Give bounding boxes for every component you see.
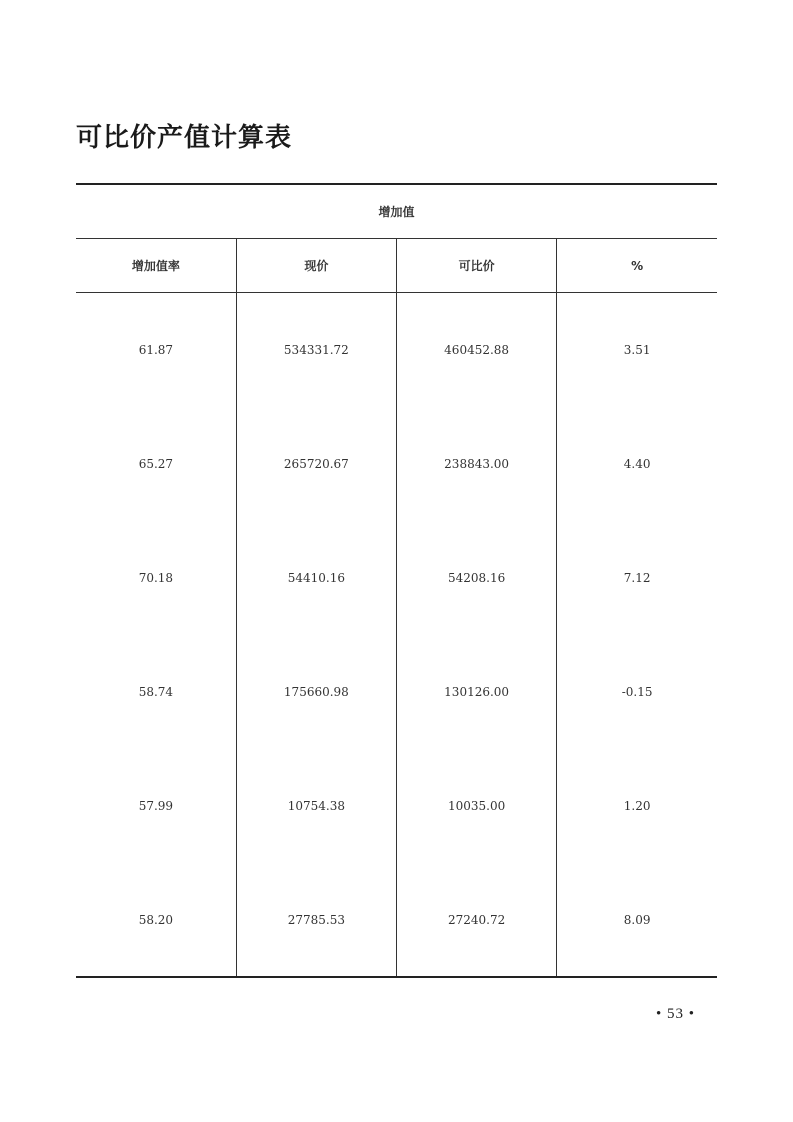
table-cell: 58.20 <box>138 912 174 927</box>
table-cell: 27785.53 <box>236 863 396 977</box>
table-cell: 4.40 <box>557 407 717 521</box>
table-container <box>76 183 717 978</box>
page-title: 可比价产值计算表 <box>76 123 293 153</box>
table-cell: 65.27 <box>138 457 174 471</box>
table-cell: 238843.00 <box>397 407 557 521</box>
table-cell: -0.15 <box>557 635 717 749</box>
group-header-row <box>76 184 717 239</box>
table-cell: 534331.72 <box>236 293 396 408</box>
table-cell: 61.87 <box>138 343 174 357</box>
table-cell: 130126.00 <box>397 635 557 749</box>
table-cell: 70.18 <box>138 571 174 585</box>
computation-table <box>76 183 717 978</box>
table-cell: 54410.16 <box>236 521 396 635</box>
table-cell: 10035.00 <box>397 749 557 863</box>
table-cell: 175660.98 <box>236 635 396 749</box>
table-row <box>76 293 717 408</box>
column-header-comparable-price: 可比价 <box>397 239 557 293</box>
table-cell: 8.09 <box>557 863 717 977</box>
table-row <box>76 407 717 521</box>
table-cell: 10754.38 <box>236 749 396 863</box>
table-cell: 460452.88 <box>397 293 557 408</box>
table-row <box>76 635 717 749</box>
table-cell: 57.99 <box>138 799 174 813</box>
table-row <box>76 521 717 635</box>
column-header-value-added-rate: 增加值率 <box>76 239 236 293</box>
column-header-percent: % <box>557 239 717 293</box>
table-cell: 7.12 <box>557 521 717 635</box>
page-number: • 53 • <box>655 1006 695 1022</box>
table-row <box>76 749 717 863</box>
group-header: 增加值 <box>76 184 717 239</box>
column-header-row <box>76 239 717 293</box>
table-cell: 54208.16 <box>397 521 557 635</box>
table-row <box>76 863 717 977</box>
table-cell: 1.20 <box>557 749 717 863</box>
table-cell: 3.51 <box>557 293 717 408</box>
column-header-current-price: 现价 <box>236 239 396 293</box>
table-cell: 58.74 <box>138 685 174 699</box>
table-cell: 265720.67 <box>236 407 396 521</box>
table-cell: 27240.72 <box>397 863 557 977</box>
